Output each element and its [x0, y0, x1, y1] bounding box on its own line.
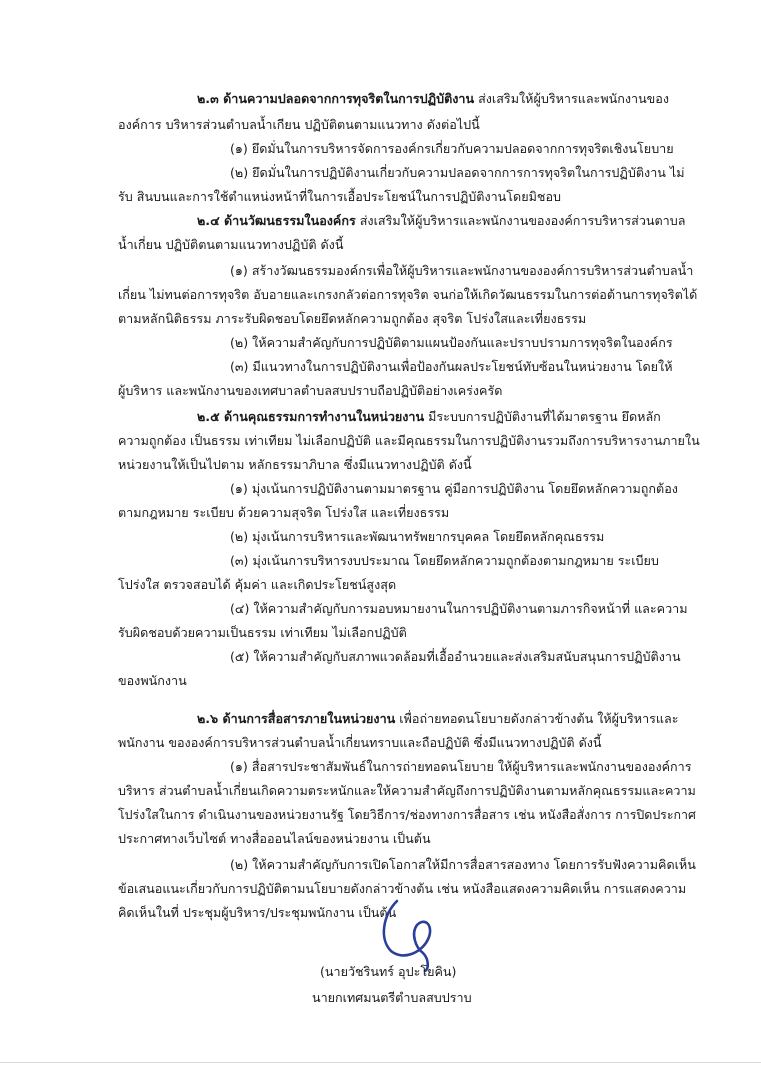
section-2-5-line-2: หน่วยงานให้เป็นไปตาม หลักธรรมาภิบาล ซึ่งมีแนวทางปฏิบัติ ดังนี้	[118, 457, 472, 472]
section-2-4-line-7: ผู้บริหาร และพนักงานของเทศบาลตำบลสบปราบถือปฏิบัติอย่างเคร่งครัด	[118, 383, 503, 398]
section-2-5-item-5: (๕) ให้ความสำคัญกับสภาพแวดล้อมที่เอื้ออำนวยและส่งเสริมสนับสนุนการปฏิบัติงาน	[230, 649, 681, 664]
section-2-5-line-11: ของพนักงาน	[118, 673, 187, 688]
section-2-6-lead: เพื่อถ่ายทอดนโยบายดังกล่าวข้างต้น ให้ผู้บริหารและ	[395, 711, 679, 726]
section-2-4-line-4: ตามหลักนิติธรรม ภาระรับผิดชอบโดยยึดหลักความถูกต้อง สุจริต โปร่งใสและเที่ยงธรรม	[118, 311, 587, 326]
section-2-4-lead: ส่งเสริมให้ผู้บริหารและพนักงานขององค์การบริหารส่วนตาบล	[355, 213, 686, 228]
signature-stroke	[384, 901, 430, 971]
section-2-5-heading-line	[197, 408, 661, 426]
section-2-3-heading: ๒.๓ ด้านความปลอดจากการทุจริตในการปฏิบัติงาน	[197, 91, 475, 106]
section-2-4-item-3: (๓) มีแนวทางในการปฏิบัติงานเพื่อป้องกันผลประโยชน์ทับซ้อนในหน่วยงาน โดยให้	[230, 359, 673, 374]
section-2-6-item-2: (๒) ให้ความสำคัญกับการเปิดโอกาสให้มีการสื่อสารสองทาง โดยการรับฟังความคิดเห็น	[230, 857, 696, 872]
bottom-divider	[0, 1062, 761, 1063]
section-2-6-line-7: ข้อเสนอแนะเกี่ยวกับการปฏิบัติตามนโยบายดังกล่าวข้างต้น เช่น หนังสือแสดงความคิดเห็น การแสดงความ	[118, 881, 687, 896]
section-2-3-line-4: รับ สินบนและการใช้ตำแหน่งหน้าที่ในการเอื้อประโยชน์ในการปฏิบัติงานโดยมิชอบ	[118, 189, 562, 204]
section-2-4-item-1: (๑) สร้างวัฒนธรรมองค์กรเพื่อให้ผู้บริหารและพนักงานขององค์การบริหารส่วนตำบลน้ำ	[230, 263, 694, 278]
section-2-3-lead: ส่งเสริมให้ผู้บริหารและพนักงานของ	[474, 91, 670, 106]
section-2-5-heading: ๒.๕ ด้านคุณธรรมการทำงานในหน่วยงาน	[197, 409, 425, 424]
section-2-5-item-3: (๓) มุ่งเน้นการบริหารงบประมาณ โดยยึดหลักความถูกต้องตามกฎหมาย ระเบียบ	[230, 553, 659, 568]
section-2-3-line-1: องค์การ บริหารส่วนตำบลน้ำเกียน ปฏิบัติตนตามแนวทาง ดังต่อไปนี้	[118, 117, 480, 132]
section-2-5-item-1: (๑) มุ่งเน้นการปฏิบัติงานตามมาตรฐาน คู่มือการปฏิบัติงาน โดยยึดหลักความถูกต้อง	[230, 481, 678, 496]
section-2-3-item-2: (๒) ยึดมั่นในการปฏิบัติงานเกี่ยวกับความปลอดจากการการทุจริตในการปฏิบัติงาน ไม่	[230, 165, 685, 180]
section-2-6-line-5: ประกาศทางเว็บไซต์ ทางสื่อออนไลน์ของหน่วยงาน เป็นต้น	[118, 831, 431, 846]
section-2-6-heading: ๒.๖ ด้านการสื่อสารภายในหน่วยงาน	[197, 711, 396, 726]
section-2-5-line-4: ตามกฎหมาย ระเบียบ ด้วยความสุจริต โปร่งใส และเที่ยงธรรม	[118, 505, 450, 520]
section-2-6-line-1: พนักงาน ขององค์การบริหารส่วนตำบลน้ำเกี่ยนทราบและถือปฏิบัติ ซึ่งมีแนวทางปฏิบัติ ดังนี้	[118, 735, 602, 750]
section-2-5-lead: มีระบบการปฏิบัติงานที่ได้มาตรฐาน ยึดหลัก	[424, 409, 661, 424]
section-2-5-line-1: ความถูกต้อง เป็นธรรม เท่าเทียม ไม่เลือกปฏิบัติ และมีคุณธรรมในการปฏิบัติงานรวมถึงการบริหารงานภายใน	[118, 433, 700, 448]
section-2-6-line-8: คิดเห็นในที่ ประชุมผู้บริหาร/ประชุมพนักงาน เป็นต้น	[118, 905, 397, 920]
section-2-6-line-3: บริหาร ส่วนตำบลน้ำเกี่ยนเกิดความตระหนักและให้ความสำคัญถึงการปฏิบัติงานตามหลักคุณธรรมและความ	[118, 783, 696, 798]
section-2-5-item-2: (๒) มุ่งเน้นการบริหารและพัฒนาทรัพยากรบุคคล โดยยึดหลักคุณธรรม	[230, 529, 605, 544]
section-2-6-line-4: โปร่งใสในการ ดำเนินงานของหน่วยงานรัฐ โดยวิธีการ/ช่องทางการสื่อสาร เช่น หนังสือสั่งการ การปิดประกาศ	[118, 807, 696, 822]
section-2-4-line-1: น้ำเกี่ยน ปฏิบัติตนตามแนวทางปฏิบัติ ดังนี้	[118, 237, 344, 252]
section-2-4-heading: ๒.๔ ด้านวัฒนธรรมในองค์กร	[197, 213, 356, 228]
section-2-5-line-7: โปร่งใส ตรวจสอบได้ คุ้มค่า และเกิดประโยชน์สูงสุด	[118, 577, 397, 592]
section-2-5-line-9: รับผิดชอบด้วยความเป็นธรรม เท่าเทียม ไม่เลือกปฏิบัติ	[118, 625, 407, 640]
signatory-title: นายกเทศมนตรีตำบลสบปราบ	[312, 990, 472, 1005]
handwritten-signature	[375, 895, 445, 973]
section-2-3-item-1: (๑) ยึดมั่นในการบริหารจัดการองค์กรเกี่ยวกับความปลอดจากการทุจริตเชิงนโยบาย	[230, 141, 674, 156]
section-2-3-heading-line	[197, 90, 669, 108]
section-2-5-item-4: (๔) ให้ความสำคัญกับการมอบหมายงานในการปฏิบัติงานตามภารกิจหน้าที่ และความ	[230, 601, 688, 616]
section-2-6-item-1: (๑) สื่อสารประชาสัมพันธ์ในการถ่ายทอดนโยบาย ให้ผู้บริหารและพนักงานขององค์การ	[230, 759, 692, 774]
section-2-4-heading-line	[197, 212, 685, 230]
section-2-4-item-2: (๒) ให้ความสำคัญกับการปฏิบัติตามแผนป้องกันและปราบปรามการทุจริตในองค์กร	[230, 335, 673, 350]
signatory-name: (นายวัชรินทร์ อุปะโยคิน)	[320, 964, 457, 979]
section-2-4-line-3: เกี่ยน ไม่ทนต่อการทุจริต อับอายและเกรงกลัวต่อการทุจริต จนก่อให้เกิดวัฒนธรรมในการต่อต้านการทุจริตได้	[118, 287, 698, 302]
section-2-6-heading-line	[197, 710, 679, 728]
